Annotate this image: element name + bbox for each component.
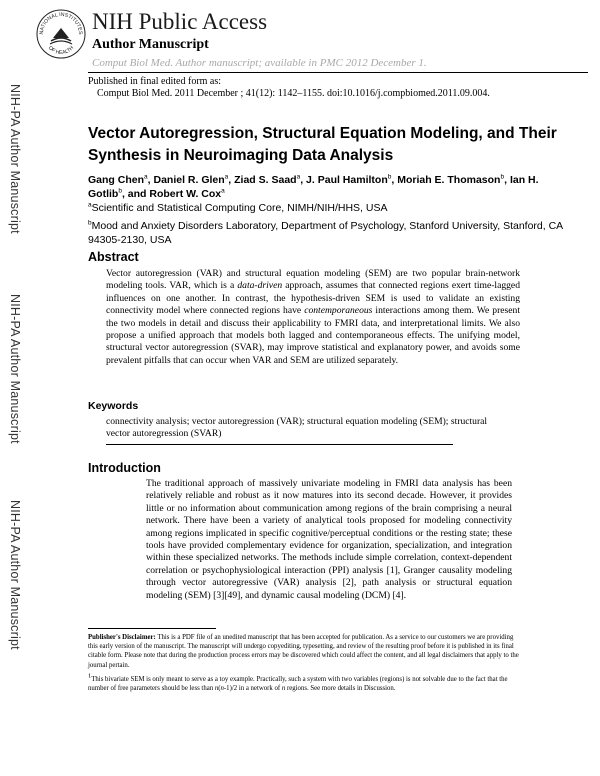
author-affiliation-mark: b	[500, 173, 505, 181]
citation-line[interactable]: Comput Biol Med. 2011 December ; 41(12): 1142–1155. doi:10.1016/j.compbiomed.2011.09.004.	[97, 88, 490, 99]
nih-seal-logo	[35, 8, 87, 60]
header-subtitle: Author Manuscript	[92, 37, 209, 52]
author-name: Daniel R. Glen	[153, 174, 225, 186]
author-name: J. Paul Hamilton	[306, 174, 388, 186]
author-affiliation-mark: b	[118, 187, 122, 195]
published-label: Published in final edited form as:	[88, 76, 222, 87]
side-label-top: NIH-PA Author Manuscript	[8, 84, 22, 234]
introduction-heading: Introduction	[88, 461, 161, 475]
logo-text-bottom: OF HEALTH	[46, 45, 76, 57]
paper-title: Vector Autoregression, Structural Equation Modeling, and Their Synthesis in Neuroimaging Data Analysis	[88, 125, 557, 164]
author-affiliation-mark: a	[296, 173, 301, 181]
author-affiliation-mark: a	[144, 173, 148, 181]
affiliation-b: $^b$Mood and Anxiety Disorders Laboratory, Department of Psychology, Stanford University, Stanford, CA 94305-2130, USA	[88, 219, 563, 246]
footnote-divider	[88, 628, 216, 629]
availability-line: Comput Biol Med. Author manuscript; available in PMC 2012 December 1.	[92, 57, 427, 69]
author-affiliation-mark: a	[221, 187, 225, 195]
introduction-body: The traditional approach of massively univariate modeling in FMRI data analysis has been relatively reliable and robust as it now matures into its second decade. However, it provides little or no information about communication among regions of the brain comprising a neural network. There have been a variety of analytical tools proposed for modeling connectivity among regions implicated in specific cognitive/perceptual conditions or the resting state; these tools have provided complementary evidence for organization, specialization, and integration within these specialized networks. The methods include simple correlation, context-dependent correlation or psychophysiological interaction (PPI) analysis [1], Granger causality modeling through vector autoregressive (VAR) analysis [2], path analysis or structural equation modeling (SEM) [3][49], and dynamic causal modeling (DCM) [4].	[146, 478, 512, 601]
affiliation-a: $^a$Scientific and Statistical Computing Core, NIMH/NIH/HHS, USA	[88, 201, 388, 214]
logo-text-top: NATIONAL INSTITUTES	[38, 11, 84, 35]
header-divider	[88, 72, 588, 73]
keywords-heading: Keywords	[88, 400, 139, 412]
author-list: Gang Chen$^a$, Daniel R. Glen$^a$, Ziad S. Saad$^a$, J. Paul Hamilton$^b$, Moriah E. Thomason$^b$, Ian H. Gotlib$^b$, and Robert W. Cox$^a$	[88, 173, 539, 200]
author-name: Moriah E. Thomason	[397, 174, 501, 186]
author-name: Ian H. Gotlib	[88, 174, 539, 200]
keywords-list: connectivity analysis; vector autoregression (VAR); structural equation modeling (SEM); structural vector autoregression (SVAR)	[106, 416, 488, 440]
author-affiliation-mark: b	[387, 173, 392, 181]
publisher-disclaimer: Publisher's Disclaimer: This is a PDF file of an unedited manuscript that has been accepted for publication. As a service to our customers we are providing this early version of the manuscript. The manuscript will undergo copyediting, typesetting, and review of the resulting proof before it is published in its final citable form. Please note that during the production process errors may be discovered which could affect the content, and all legal disclaimers that apply to the journal pertain.	[88, 634, 519, 669]
footnote-1: $^1$This bivariate SEM is only meant to serve as a toy example. Practically, such a system with two variables (regions) is not solvable due to the fact that the number of free parameters should be less than n(n-1)/2 in a network of n regions. See more details in Discussion.	[88, 672, 508, 693]
header-title: NIH Public Access	[92, 9, 268, 34]
keywords-divider	[106, 444, 453, 445]
author-name: Ziad S. Saad	[234, 174, 297, 186]
abstract-body: Vector autoregression (VAR) and structural equation modeling (SEM) are two popular brain-network modeling tools. VAR, which is a data-driven approach, assumes that connected regions exert time-lagged influences on one another. In contrast, the hypothesis-driven SEM is used to validate an existing connectivity model where connected regions have contemporaneous interactions among them. We present the two models in detail and discuss their applicability to FMRI data, and interpretational limits. We also propose a unified approach that models both lagged and contemporaneous effects. The unifying model, structural vector autoregression (SVAR), may improve statistical and explanatory power, and avoids some prevalent pitfalls that can occur when VAR and SEM are utilized separately.	[106, 268, 521, 366]
abstract-heading: Abstract	[88, 250, 139, 264]
author-name: Gang Chen	[88, 174, 145, 186]
side-label-middle: NIH-PA Author Manuscript	[8, 294, 22, 444]
side-label-bottom: NIH-PA Author Manuscript	[8, 500, 22, 650]
author-affiliation-mark: a	[224, 173, 229, 181]
author-name: Robert W. Cox	[149, 188, 222, 200]
